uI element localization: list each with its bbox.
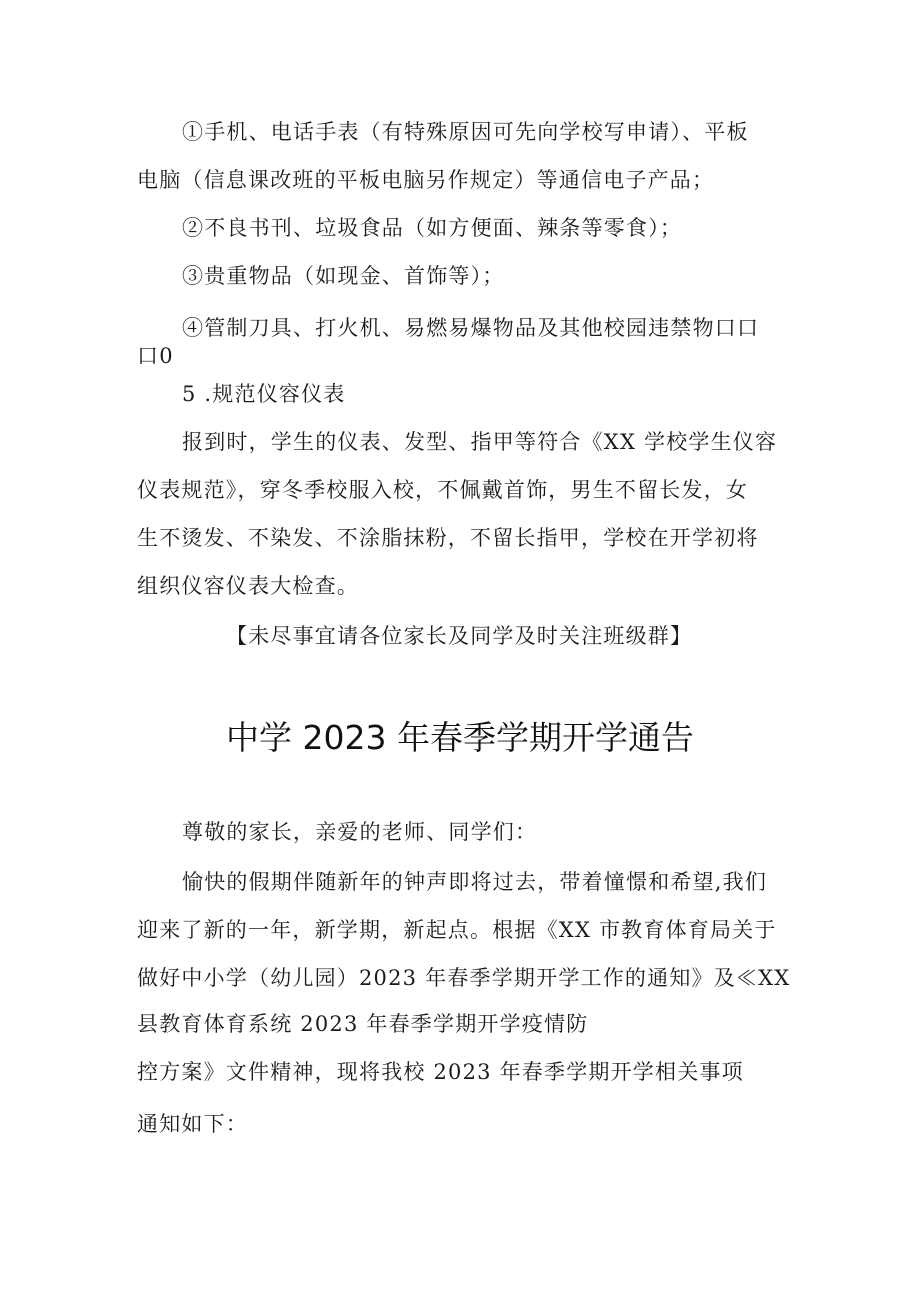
list-item-valuables: ③贵重物品（如现金、首饰等）； xyxy=(182,264,505,288)
page-title: 中学 2023 年春季学期开学通告 xyxy=(226,718,694,757)
paragraph-line: 通知如下： xyxy=(137,1112,248,1136)
paragraph-line: 做好中小学（幼儿园）2023 年春季学期开学工作的通知》及≪XX xyxy=(137,966,791,990)
list-item-bad-books: ②不良书刊、垃圾食品（如方便面、辣条等零食）； xyxy=(182,216,683,240)
paragraph-line: 控方案》文件精神，现将我校 2023 年春季学期开学相关事项 xyxy=(137,1060,744,1084)
list-item-phones: ①手机、电话手表（有特殊原因可先向学校写申请）、平板 xyxy=(182,120,749,144)
paragraph-line: 仪表规范》，穿冬季校服入校，不佩戴首饰，男生不留长发，女 xyxy=(137,478,749,502)
closing-note: 【未尽事宜请各位家长及同学及时关注班级群】 xyxy=(226,624,693,648)
paragraph-line: 迎来了新的一年，新学期，新起点。根据《XX 市教育体育局关于 xyxy=(137,918,777,942)
paragraph-line: 愉快的假期伴随新年的钟声即将过去，带着憧憬和希望,我们 xyxy=(182,870,768,894)
list-item-prohibited-items-continued: 口0 xyxy=(137,344,174,368)
paragraph-line: 生不烫发、不染发、不涂脂抹粉，不留长指甲，学校在开学初将 xyxy=(137,526,759,550)
list-item-prohibited-items: ④管制刀具、打火机、易燃易爆物品及其他校园违禁物口口 xyxy=(182,316,760,340)
salutation: 尊敬的家长，亲爱的老师、同学们： xyxy=(182,820,538,844)
paragraph-line: 报到时，学生的仪表、发型、指甲等符合《XX 学校学生仪容 xyxy=(182,430,778,454)
section-heading: 5 .规范仪容仪表 xyxy=(182,382,346,406)
paragraph-line: 县教育体育系统 2023 年春季学期开学疫情防 xyxy=(137,1012,589,1036)
list-item-phones-continued: 电脑（信息课改班的平板电脑另作规定）等通信电子产品； xyxy=(137,168,715,192)
paragraph-line: 组织仪容仪表大检查。 xyxy=(137,574,359,598)
